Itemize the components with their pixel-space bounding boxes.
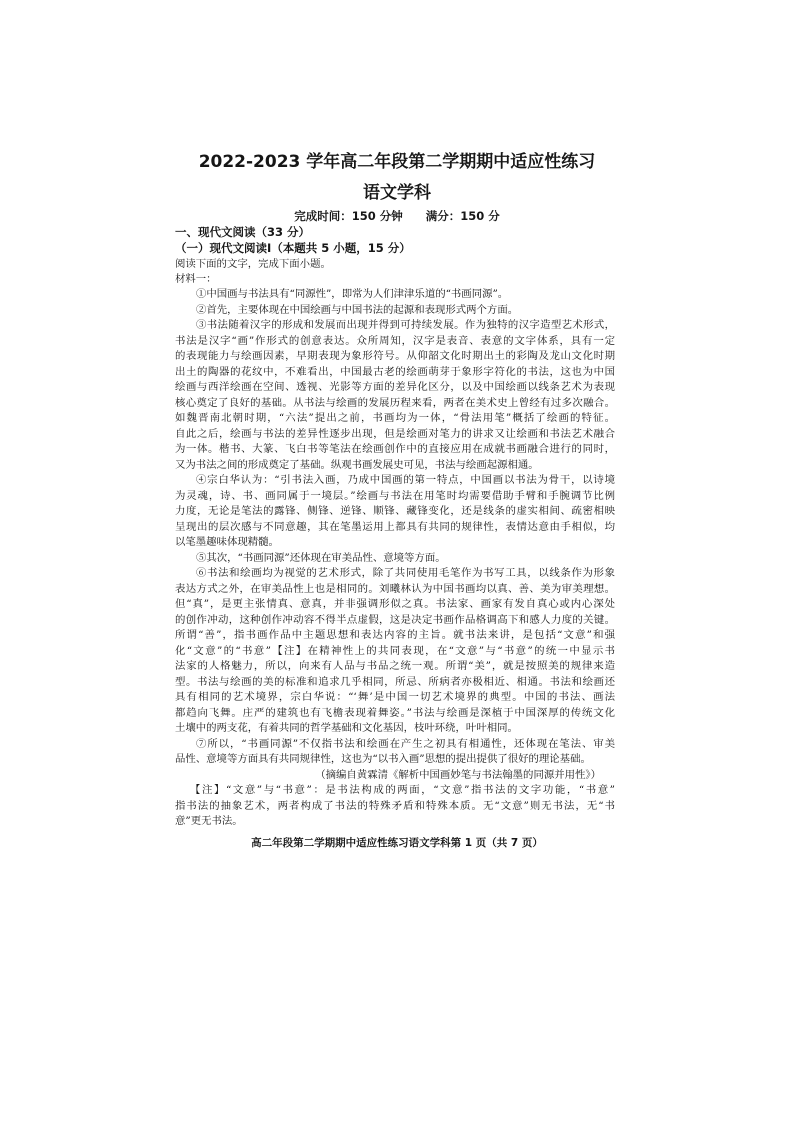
reading-instruction: 阅读下面的文字，完成下面小题。 — [175, 258, 331, 270]
text-line: 指书法的抽象艺术，两者构成了书法的特殊矛盾和特殊本质。无“文意”则无书法，无“书 — [175, 799, 615, 812]
text-line: 书法是汉字“画”作形式的创意表达。众所周知，汉字是表音、表意的文字体系，具有一定 — [175, 334, 615, 347]
section-heading: 一、现代文阅读（33 分） — [175, 225, 311, 239]
text-line: 【注】“文意”与“书意”：是书法构成的两面，“文意”指书法的文字功能，“书意” — [190, 784, 615, 796]
paragraph-3 — [175, 318, 615, 473]
source-citation: （摘编自黄霖清《解析中国画妙笔与书法翰墨的同源并用性》） — [315, 768, 601, 781]
exam-title: 2022-2023 学年高二年段第二学期期中适应性练习 — [198, 152, 596, 172]
text-line: 都趋向飞舞。庄严的建筑也有飞檐表现着舞姿。”书法与绘画是深植于中国深厚的传统文化 — [175, 706, 615, 719]
paragraph-7 — [175, 737, 615, 768]
text-line: 土壤中的两支花，有着共同的哲学基础和文化基因，枝叶环绕，叶叶相同。 — [175, 722, 518, 734]
text-line: ⑦所以，“书画同源”不仅指书法和绘画在产生之初具有相通性，还体现在笔法、审美 — [196, 737, 615, 750]
paragraph-1 — [175, 287, 615, 303]
text-line: 又为书法之间的形成奠定了基础。纵观书画发展史可见，书法与绘画起源相通。 — [175, 458, 539, 471]
text-line: 的表现能力与绘画因素，早期表现为象形符号。从仰韶文化时期出土的彩陶及龙山文化时期 — [175, 350, 615, 362]
text-line: 力度，无论是笔法的露锋、侧锋、逆锋、顺锋、藏锋变化，还是线条的虚实相间、疏密相映 — [175, 505, 615, 517]
text-line: 如魏晋南北朝时期，“六法”提出之前，书画均为一体，“骨法用笔”概括了绘画的特征。 — [175, 412, 615, 424]
text-line: 表达方式之外，在审美品性上也是相同的。刘曦林认为中国书画均以真、善、美为审美理想。 — [175, 582, 615, 595]
footnote — [175, 783, 615, 830]
text-line: ②首先，主要体现在中国绘画与中国书法的起源和表现形式两个方面。 — [196, 303, 519, 316]
text-line: 意”更无书法。 — [175, 815, 243, 827]
text-line: 法家的人格魅力，所以，向来有人品与书品之统一观。所谓“美”，就是按照美的规律来造 — [175, 660, 615, 672]
text-line: ⑤其次，“书画同源”还体现在审美品性、意境等方面。 — [196, 551, 446, 564]
paragraph-6 — [175, 566, 615, 737]
text-line: 绘画与西洋绘画在空间、透视、光影等方面的差异化区分，以及中国绘画以线条艺术为表现 — [175, 381, 615, 393]
text-line: ④宗白华认为：“引书法入画，乃成中国画的第一特点，中国画以书法为骨干，以诗境 — [196, 474, 615, 486]
subject-title: 语文学科 — [363, 183, 431, 203]
text-line: ⑥书法和绘画均为视觉的艺术形式，除了共同使用毛笔作为书写工具，以线条作为形象 — [196, 567, 615, 579]
section-subheading: （一）现代文阅读Ⅰ（本题共 5 小题，15 分） — [175, 241, 411, 255]
text-line: 所谓“善”，指书画作品中主题思想和表达内容的主旨。就书法来讲，是包括“文意”和强 — [175, 629, 615, 641]
text-line: ③书法随着汉字的形成和发展而出现并得到可持续发展。作为独特的汉字造型艺术形式， — [196, 319, 615, 331]
text-line: 型。书法与绘画的美的标准和追求几乎相同，所忌、所病者亦极相近、相通。书法和绘画还 — [175, 675, 615, 688]
article-body — [175, 287, 615, 768]
text-line: 的创作冲动，这种创作冲动容不得半点虚假，这是决定书画作品格调高下和感人力度的关键。 — [175, 613, 615, 626]
text-line: 自此之后，绘画与书法的差异性逐步出现，但是绘画对笔力的讲求又让绘画和书法艺术融合 — [175, 427, 615, 440]
text-line: 品性、意境等方面具有共同规律性，这也为“以书入画”思想的提出提供了很好的理论基础。 — [175, 753, 591, 765]
exam-time-and-score: 完成时间：150 分钟 满分：150 分 — [294, 209, 500, 223]
text-line: 但“真”，是更主张情真、意真，并非强调形似之真。书法家、画家有发自真心或内心深处 — [175, 598, 615, 610]
material-label: 材料一： — [175, 273, 217, 285]
text-line: 具有相同的艺术境界，宗白华说：“‘舞’是中国一切艺术境界的典型。中国的书法、画法 — [175, 691, 615, 703]
paragraph-4 — [175, 473, 615, 551]
text-line: 呈现出的层次感与不同意趣，其在笔墨运用上都具有共同的规律性，表情达意由手相似，均 — [175, 520, 615, 533]
paragraph-2 — [175, 303, 615, 319]
text-line: 化“文意”的“书意”【注】在精神性上的共同表现，在“文意”与“书意”的统一中显示书 — [175, 644, 615, 657]
text-line: 为一体。楷书、大篆、飞白书等笔法在绘画创作中的直接应用在成就书画融合进行的同时， — [175, 443, 615, 455]
reading-passage — [175, 287, 615, 830]
text-line: 出土的陶器的花纹中，不难看出，中国最古老的绘画萌芽于象形字符化的书法，这也为中国 — [175, 365, 615, 378]
paragraph-5 — [175, 551, 615, 567]
page-footer: 高二年段第二学期期中适应性练习语文学科第 1 页（共 7 页） — [251, 837, 543, 849]
text-line: ①中国画与书法具有“同源性”，即常为人们津津乐道的“书画同源”。 — [196, 288, 509, 300]
text-line: 为灵魂，诗、书、画同属于一境层。”绘画与书法在用笔时均需要借助手臂和手腕调节比例 — [175, 489, 615, 502]
text-line: 核心奠定了良好的基础。从书法与绘画的发展历程来看，两者在美术史上曾经有过多次融合。 — [175, 396, 615, 409]
text-line: 以笔墨趣味体现精髓。 — [175, 536, 279, 548]
